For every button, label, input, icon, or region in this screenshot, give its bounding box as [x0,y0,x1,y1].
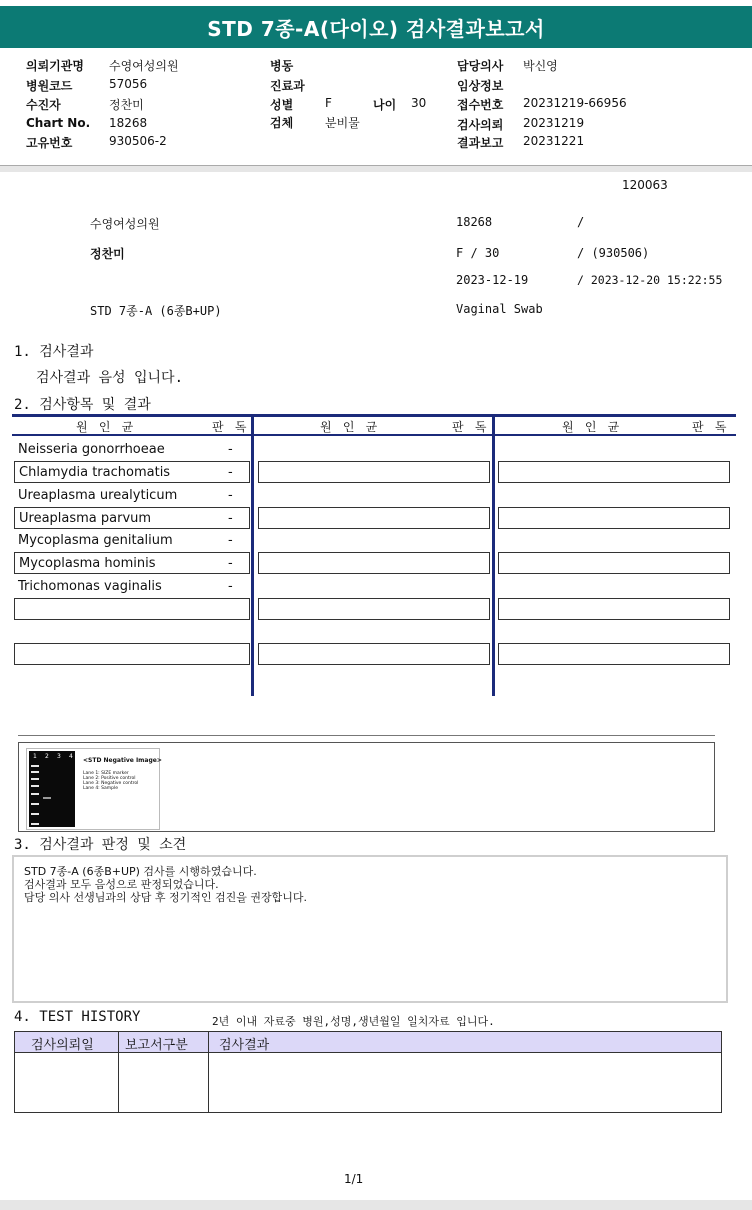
value-institution: 수영여성의원 [109,59,179,73]
opinion-line: 담당 의사 선생님과의 상담 후 정기적인 검진을 권장합니다. [24,891,307,904]
patient-name: 정찬미 [90,247,125,261]
lane-number: 2 [45,753,49,760]
marker-band [31,803,39,805]
table-column-divider [492,414,495,696]
label-specimen: 검체 [270,116,294,130]
history-column-divider [118,1032,119,1112]
table-top-rule [12,414,736,417]
gel-image [26,748,160,830]
empty-cell-box [258,461,490,483]
empty-cell-box [498,598,730,620]
marker-band [31,765,39,767]
report-title: STD 7종-A(다이오) 검사결과보고서 [0,6,752,48]
empty-cell-box [498,643,730,665]
label-institution: 의뢰기관명 [26,59,84,73]
label-chart-no: Chart No. [26,116,91,130]
value-patient: 정찬미 [109,98,144,112]
value-specimen: 분비물 [325,116,360,130]
empty-cell-box [258,643,490,665]
pathogen-result: - [228,556,233,571]
patient-birth: / (930506) [577,246,650,260]
patient-slash: / [577,215,585,229]
value-receipt-no: 20231219-66956 [523,96,627,110]
marker-band [31,823,39,825]
label-hospital-code: 병원코드 [26,79,73,93]
header-divider [0,166,752,172]
history-column-divider [208,1032,209,1112]
section1-title: 1. 검사결과 [14,344,94,360]
opinion-line: STD 7종-A (6종B+UP) 검사를 시행하였습니다. [24,865,257,878]
history-col-result: 검사결과 [219,1038,270,1053]
header-result: 판 독 [452,420,489,434]
value-unique-no: 930506-2 [109,134,167,148]
empty-cell-box [498,461,730,483]
label-doctor: 담당의사 [457,59,504,73]
label-receipt-no: 접수번호 [457,98,504,112]
header-result: 판 독 [212,420,249,434]
marker-band [31,778,39,780]
value-request-date: 20231219 [523,116,585,130]
history-col-report-type: 보고서구분 [125,1038,188,1053]
section3-title: 3. 검사결과 판정 및 소견 [14,837,187,853]
pathogen-result: - [228,442,233,457]
value-sex: F [325,96,332,110]
label-age: 나이 [373,98,397,112]
history-col-request-date: 검사의뢰일 [31,1038,94,1053]
history-header-row [15,1032,721,1053]
empty-cell-box [258,507,490,529]
section4-title: 4. TEST HISTORY [14,1009,141,1025]
control-band [43,797,51,799]
gel-legend-item: Lane 2: Positive control [83,776,136,781]
pathogen-name: Mycoplasma hominis [19,556,156,571]
marker-band [31,813,39,815]
header-info [0,48,752,166]
header-pathogen: 원 인 균 [76,420,136,434]
value-hospital-code: 57056 [109,77,148,91]
pathogen-result: - [228,465,233,480]
value-doctor: 박신영 [523,59,558,73]
pathogen-name: Chlamydia trachomatis [19,465,171,480]
marker-band [31,793,39,795]
patient-sex-age: F / 30 [456,246,500,260]
label-department: 진료과 [270,79,305,93]
pathogen-result: - [228,533,233,548]
empty-cell-box [498,507,730,529]
gel-legend-item: Lane 3: Negative control [83,781,139,786]
patient-code: 120063 [622,178,668,192]
pathogen-name: Mycoplasma genitalium [18,533,173,548]
header-result: 판 독 [692,420,729,434]
gel-legend-item: Lane 4: Sample [83,786,118,791]
value-chart-no: 18268 [109,116,148,130]
value-report-date: 20231221 [523,134,585,148]
lane-number: 1 [33,753,37,760]
label-unique-no: 고유번호 [26,136,73,150]
empty-cell-box [258,552,490,574]
gel-legend-item: Lane 1: SIZE marker [83,771,129,776]
page-number: 1/1 [344,1172,364,1186]
patient-chart: 18268 [456,215,493,229]
opinion-box [12,855,728,1003]
bottom-band [0,1200,752,1210]
patient-hospital: 수영여성의원 [90,217,160,231]
gel-lanes [29,751,75,827]
table-column-divider [251,414,254,696]
label-clinical-info: 임상정보 [457,79,504,93]
header-pathogen: 원 인 균 [320,420,380,434]
label-report-date: 결과보고 [457,136,504,150]
pathogen-result: - [228,579,233,594]
pathogen-name: Trichomonas vaginalis [18,579,162,594]
empty-cell-box [258,598,490,620]
test-name: STD 7종-A (6종B+UP) [90,304,222,318]
label-sex: 성별 [270,98,294,112]
section2-title: 2. 검사항목 및 결과 [14,397,151,413]
pathogen-result: - [228,488,233,503]
specimen-type: Vaginal Swab [456,302,543,316]
header-pathogen: 원 인 균 [562,420,622,434]
lane-number: 4 [69,753,73,760]
history-table [14,1031,722,1113]
report-datetime: / 2023-12-20 15:22:55 [577,273,723,287]
label-request-date: 검사의뢰 [457,118,504,132]
value-age: 30 [411,96,427,110]
label-patient: 수진자 [26,98,61,112]
empty-cell-box [498,552,730,574]
pathogen-name: Ureaplasma urealyticum [18,488,178,503]
pathogen-result: - [228,511,233,526]
history-note: 2년 이내 자료중 병원,성명,생년월일 일치자료 입니다. [212,1015,495,1028]
label-ward: 병동 [270,59,294,73]
collect-date: 2023-12-19 [456,273,529,287]
marker-band [31,785,39,787]
empty-cell-box [14,598,250,620]
gel-title: <STD Negative Image> [83,757,162,764]
lane-number: 3 [57,753,61,760]
pathogen-name: Ureaplasma parvum [19,511,152,526]
section1-text: 검사결과 음성 입니다. [36,370,184,386]
marker-band [31,771,39,773]
pathogen-name: Neisseria gonorrhoeae [18,442,165,457]
empty-cell-box [14,643,250,665]
result-table [12,414,736,696]
opinion-line: 검사결과 모두 음성으로 판정되었습니다. [24,878,219,891]
image-frame-rule [18,735,715,736]
